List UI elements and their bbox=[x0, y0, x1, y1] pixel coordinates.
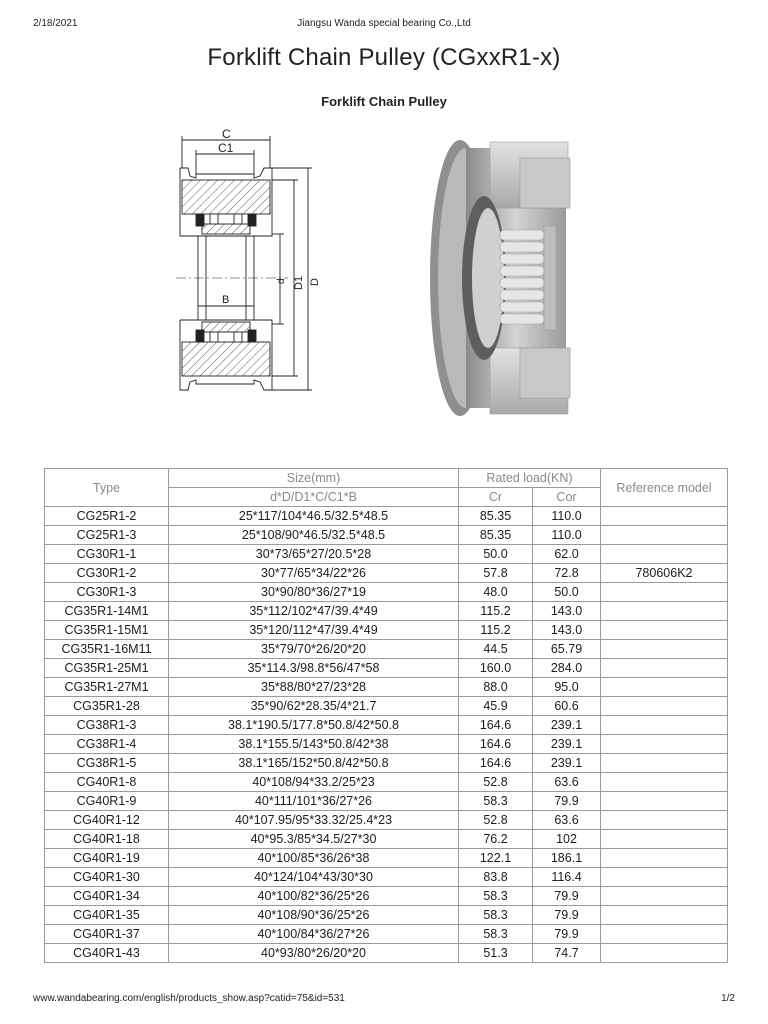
cell-type: CG30R1-1 bbox=[45, 545, 169, 564]
cell-ref bbox=[601, 754, 728, 773]
cell-size: 30*73/65*27/20.5*28 bbox=[169, 545, 459, 564]
cell-size: 35*88/80*27/23*28 bbox=[169, 678, 459, 697]
spec-table bbox=[44, 468, 728, 963]
company-name: Jiangsu Wanda special bearing Co.,Ltd bbox=[297, 18, 471, 29]
table-row bbox=[45, 621, 728, 640]
cell-ref bbox=[601, 925, 728, 944]
cell-cr: 85.35 bbox=[459, 526, 533, 545]
cell-ref bbox=[601, 640, 728, 659]
table-row bbox=[45, 716, 728, 735]
cell-type: CG40R1-34 bbox=[45, 887, 169, 906]
cell-type: CG40R1-30 bbox=[45, 868, 169, 887]
col-header-size: Size(mm) bbox=[169, 469, 459, 488]
cell-cr: 52.8 bbox=[459, 811, 533, 830]
table-row bbox=[45, 754, 728, 773]
cell-cor: 50.0 bbox=[533, 583, 601, 602]
cell-cor: 95.0 bbox=[533, 678, 601, 697]
cell-ref bbox=[601, 545, 728, 564]
cell-size: 35*79/70*26/20*20 bbox=[169, 640, 459, 659]
cell-ref bbox=[601, 602, 728, 621]
cell-ref bbox=[601, 735, 728, 754]
cell-cor: 65.79 bbox=[533, 640, 601, 659]
table-row bbox=[45, 678, 728, 697]
col-header-cor: Cor bbox=[533, 488, 601, 507]
cell-cor: 284.0 bbox=[533, 659, 601, 678]
cell-cr: 115.2 bbox=[459, 621, 533, 640]
cell-size: 40*100/82*36/25*26 bbox=[169, 887, 459, 906]
cell-size: 40*124/104*43/30*30 bbox=[169, 868, 459, 887]
cell-cr: 51.3 bbox=[459, 944, 533, 963]
page-number: 1/2 bbox=[721, 993, 735, 1004]
table-row bbox=[45, 697, 728, 716]
cell-type: CG40R1-12 bbox=[45, 811, 169, 830]
cell-cr: 58.3 bbox=[459, 887, 533, 906]
dim-label-b: B bbox=[222, 294, 230, 306]
cell-type: CG40R1-37 bbox=[45, 925, 169, 944]
table-row bbox=[45, 564, 728, 583]
cell-cor: 116.4 bbox=[533, 868, 601, 887]
cell-cor: 143.0 bbox=[533, 602, 601, 621]
pulley-3d-image bbox=[420, 138, 590, 428]
cell-size: 40*111/101*36/27*26 bbox=[169, 792, 459, 811]
col-header-type: Type bbox=[45, 469, 169, 507]
cell-cor: 63.6 bbox=[533, 773, 601, 792]
col-header-size-format: d*D/D1*C/C1*B bbox=[169, 488, 459, 507]
cell-type: CG30R1-3 bbox=[45, 583, 169, 602]
cell-cr: 164.6 bbox=[459, 735, 533, 754]
dim-label-d-small: d bbox=[276, 278, 287, 284]
cell-ref bbox=[601, 887, 728, 906]
cell-ref bbox=[601, 526, 728, 545]
cell-cr: 164.6 bbox=[459, 716, 533, 735]
print-date: 2/18/2021 bbox=[33, 18, 78, 29]
cell-ref bbox=[601, 773, 728, 792]
cell-size: 30*77/65*34/22*26 bbox=[169, 564, 459, 583]
cell-size: 40*107.95/95*33.32/25.4*23 bbox=[169, 811, 459, 830]
table-row bbox=[45, 545, 728, 564]
cell-ref bbox=[601, 868, 728, 887]
cell-size: 35*120/112*47/39.4*49 bbox=[169, 621, 459, 640]
cell-cr: 160.0 bbox=[459, 659, 533, 678]
col-header-cr: Cr bbox=[459, 488, 533, 507]
cell-ref: 780606K2 bbox=[601, 564, 728, 583]
cell-ref bbox=[601, 583, 728, 602]
cell-cr: 85.35 bbox=[459, 507, 533, 526]
cell-ref bbox=[601, 678, 728, 697]
cell-type: CG38R1-5 bbox=[45, 754, 169, 773]
cell-size: 30*90/80*36/27*19 bbox=[169, 583, 459, 602]
cell-type: CG35R1-14M1 bbox=[45, 602, 169, 621]
cell-cr: 115.2 bbox=[459, 602, 533, 621]
cell-cor: 239.1 bbox=[533, 735, 601, 754]
table-row bbox=[45, 830, 728, 849]
cell-size: 40*100/84*36/27*26 bbox=[169, 925, 459, 944]
cell-type: CG40R1-43 bbox=[45, 944, 169, 963]
cell-type: CG35R1-15M1 bbox=[45, 621, 169, 640]
cell-cr: 76.2 bbox=[459, 830, 533, 849]
table-row bbox=[45, 925, 728, 944]
table-row bbox=[45, 773, 728, 792]
table-row bbox=[45, 849, 728, 868]
cell-type: CG40R1-18 bbox=[45, 830, 169, 849]
cell-cor: 239.1 bbox=[533, 754, 601, 773]
cell-cr: 57.8 bbox=[459, 564, 533, 583]
col-header-reference: Reference model bbox=[601, 469, 728, 507]
cell-type: CG35R1-16M11 bbox=[45, 640, 169, 659]
cell-cr: 50.0 bbox=[459, 545, 533, 564]
technical-drawing bbox=[176, 128, 346, 428]
cell-type: CG38R1-3 bbox=[45, 716, 169, 735]
cell-type: CG25R1-3 bbox=[45, 526, 169, 545]
cell-size: 38.1*165/152*50.8/42*50.8 bbox=[169, 754, 459, 773]
cell-cor: 110.0 bbox=[533, 526, 601, 545]
cell-ref bbox=[601, 621, 728, 640]
cell-type: CG35R1-27M1 bbox=[45, 678, 169, 697]
table-row bbox=[45, 792, 728, 811]
table-row bbox=[45, 868, 728, 887]
cell-cor: 74.7 bbox=[533, 944, 601, 963]
cell-ref bbox=[601, 716, 728, 735]
cell-cr: 88.0 bbox=[459, 678, 533, 697]
cell-cr: 48.0 bbox=[459, 583, 533, 602]
table-row bbox=[45, 811, 728, 830]
cell-type: CG25R1-2 bbox=[45, 507, 169, 526]
cell-size: 38.1*155.5/143*50.8/42*38 bbox=[169, 735, 459, 754]
cell-cr: 58.3 bbox=[459, 792, 533, 811]
cell-cr: 52.8 bbox=[459, 773, 533, 792]
table-row bbox=[45, 887, 728, 906]
cell-ref bbox=[601, 811, 728, 830]
cell-cor: 186.1 bbox=[533, 849, 601, 868]
table-row bbox=[45, 602, 728, 621]
cell-type: CG38R1-4 bbox=[45, 735, 169, 754]
cell-cor: 102 bbox=[533, 830, 601, 849]
cell-size: 40*100/85*36/26*38 bbox=[169, 849, 459, 868]
cell-cor: 79.9 bbox=[533, 792, 601, 811]
cell-size: 35*112/102*47/39.4*49 bbox=[169, 602, 459, 621]
cell-ref bbox=[601, 659, 728, 678]
cell-size: 38.1*190.5/177.8*50.8/42*50.8 bbox=[169, 716, 459, 735]
cell-ref bbox=[601, 830, 728, 849]
cell-ref bbox=[601, 906, 728, 925]
cell-cor: 79.9 bbox=[533, 906, 601, 925]
cell-ref bbox=[601, 944, 728, 963]
cell-cr: 45.9 bbox=[459, 697, 533, 716]
cell-cor: 72.8 bbox=[533, 564, 601, 583]
cell-cor: 63.6 bbox=[533, 811, 601, 830]
cell-cr: 58.3 bbox=[459, 925, 533, 944]
cell-type: CG35R1-25M1 bbox=[45, 659, 169, 678]
cell-cr: 58.3 bbox=[459, 906, 533, 925]
cell-type: CG40R1-19 bbox=[45, 849, 169, 868]
table-row bbox=[45, 735, 728, 754]
cell-type: CG35R1-28 bbox=[45, 697, 169, 716]
cell-size: 35*90/62*28.35/4*21.7 bbox=[169, 697, 459, 716]
table-row bbox=[45, 640, 728, 659]
cell-ref bbox=[601, 792, 728, 811]
table-row bbox=[45, 659, 728, 678]
col-header-rated-load: Rated load(KN) bbox=[459, 469, 601, 488]
cell-cor: 110.0 bbox=[533, 507, 601, 526]
cell-ref bbox=[601, 507, 728, 526]
cell-cor: 239.1 bbox=[533, 716, 601, 735]
cell-type: CG30R1-2 bbox=[45, 564, 169, 583]
cell-cr: 122.1 bbox=[459, 849, 533, 868]
cell-type: CG40R1-35 bbox=[45, 906, 169, 925]
table-row bbox=[45, 526, 728, 545]
cell-ref bbox=[601, 697, 728, 716]
cell-cr: 44.5 bbox=[459, 640, 533, 659]
cell-cor: 79.9 bbox=[533, 925, 601, 944]
cell-size: 40*108/94*33.2/25*23 bbox=[169, 773, 459, 792]
section-subtitle: Forklift Chain Pulley bbox=[321, 94, 447, 109]
cell-size: 25*108/90*46.5/32.5*48.5 bbox=[169, 526, 459, 545]
cell-cor: 62.0 bbox=[533, 545, 601, 564]
cell-size: 35*114.3/98.8*56/47*58 bbox=[169, 659, 459, 678]
table-row bbox=[45, 944, 728, 963]
dim-label-d1: D1 bbox=[293, 275, 305, 290]
cell-type: CG40R1-8 bbox=[45, 773, 169, 792]
cell-cr: 164.6 bbox=[459, 754, 533, 773]
cell-cr: 83.8 bbox=[459, 868, 533, 887]
cell-cor: 143.0 bbox=[533, 621, 601, 640]
dim-label-c1: C1 bbox=[218, 141, 234, 155]
page-title: Forklift Chain Pulley (CGxxR1-x) bbox=[207, 44, 561, 71]
cell-type: CG40R1-9 bbox=[45, 792, 169, 811]
dim-label-d-large: D bbox=[309, 278, 321, 286]
cell-cor: 79.9 bbox=[533, 887, 601, 906]
footer-url: www.wandabearing.com/english/products_show.asp?catid=75&id=531 bbox=[33, 993, 345, 1004]
cell-cor: 60.6 bbox=[533, 697, 601, 716]
cell-size: 40*93/80*26/20*20 bbox=[169, 944, 459, 963]
cell-size: 25*117/104*46.5/32.5*48.5 bbox=[169, 507, 459, 526]
cell-ref bbox=[601, 849, 728, 868]
dim-label-c: C bbox=[222, 128, 231, 141]
table-row bbox=[45, 906, 728, 925]
table-row bbox=[45, 583, 728, 602]
cell-size: 40*95.3/85*34.5/27*30 bbox=[169, 830, 459, 849]
table-row bbox=[45, 507, 728, 526]
cell-size: 40*108/90*36/25*26 bbox=[169, 906, 459, 925]
